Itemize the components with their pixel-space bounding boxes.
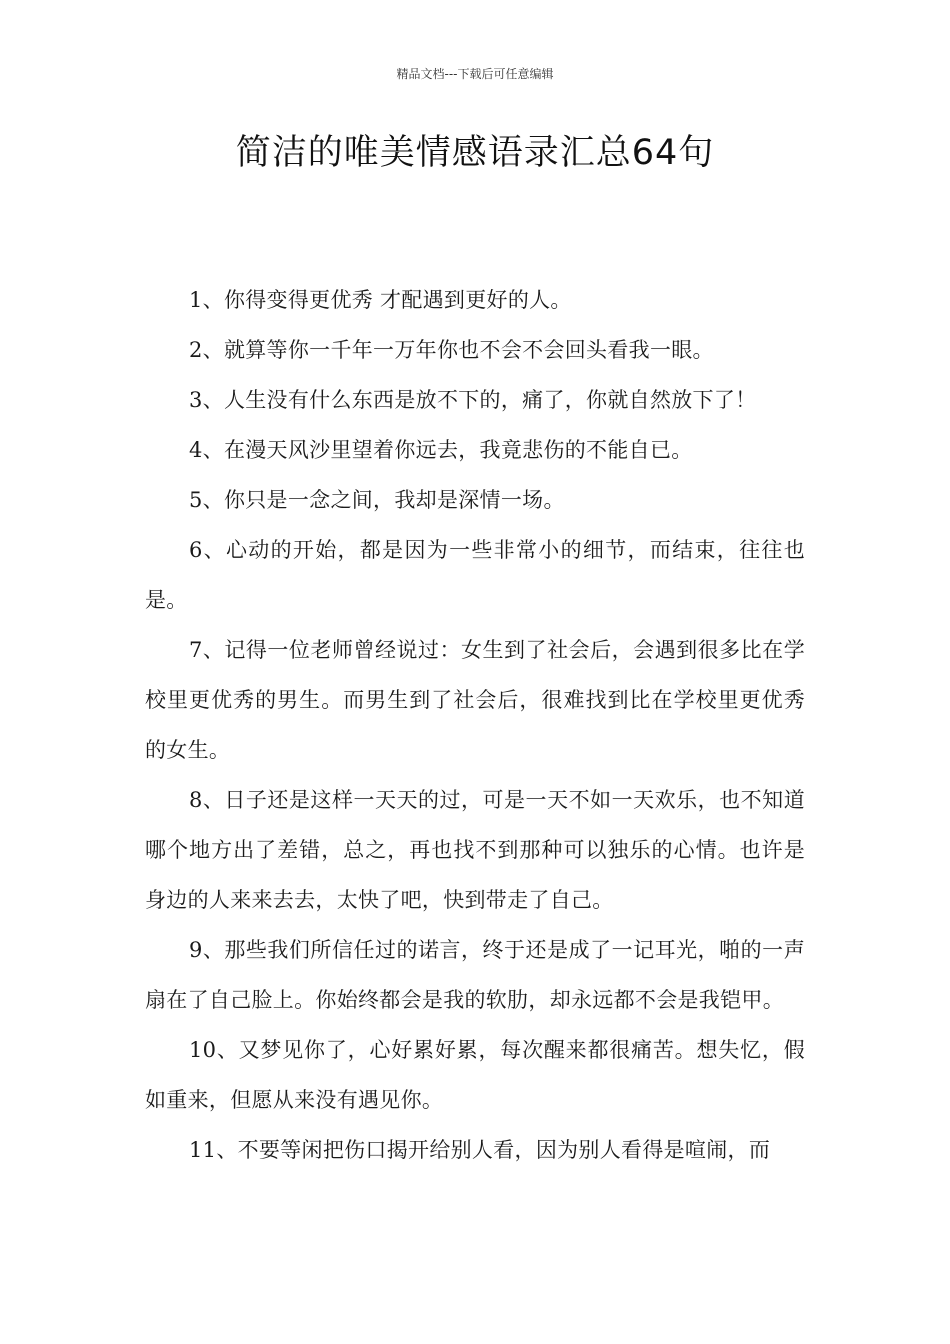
paragraph-3: 3、人生没有什么东西是放不下的，痛了，你就自然放下了！ bbox=[189, 388, 757, 412]
paragraph-4: 4、在漫天风沙里望着你远去，我竟悲伤的不能自已。 bbox=[189, 438, 693, 462]
paragraph-6: 6、心动的开始，都是因为一些非常小的细节，而结束，往往也是。 bbox=[145, 538, 805, 612]
paragraph-2: 2、就算等你一千年一万年你也不会不会回头看我一眼。 bbox=[189, 338, 714, 362]
paragraph-5: 5、你只是一念之间，我却是深情一场。 bbox=[189, 488, 565, 512]
document-title: 简洁的唯美情感语录汇总64句 bbox=[235, 133, 715, 173]
paragraph-10: 10、又梦见你了，心好累好累，每次醒来都很痛苦。想失忆，假如重来，但愿从来没有遇见你。 bbox=[145, 1038, 805, 1112]
document-body bbox=[145, 275, 805, 1175]
paragraph-7: 7、记得一位老师曾经说过：女生到了社会后，会遇到很多比在学校里更优秀的男生。而男生到了社会后，很难找到比在学校里更优秀的女生。 bbox=[145, 638, 805, 762]
paragraph-11: 11、不要等闲把伤口揭开给别人看，因为别人看得是喧闹，而 bbox=[189, 1138, 771, 1162]
paragraph-1: 1、你得变得更优秀 才配遇到更好的人。 bbox=[189, 288, 572, 312]
header-note: 精品文档---下载后可任意编辑 bbox=[396, 67, 554, 81]
paragraph-8: 8、日子还是这样一天天的过，可是一天不如一天欢乐，也不知道哪个地方出了差错，总之，再也找不到那种可以独乐的心情。也许是身边的人来来去去，太快了吧，快到带走了自己。 bbox=[145, 788, 805, 912]
paragraph-9: 9、那些我们所信任过的诺言，终于还是成了一记耳光，啪的一声扇在了自己脸上。你始终都会是我的软肋，却永远都不会是我铠甲。 bbox=[145, 938, 805, 1012]
